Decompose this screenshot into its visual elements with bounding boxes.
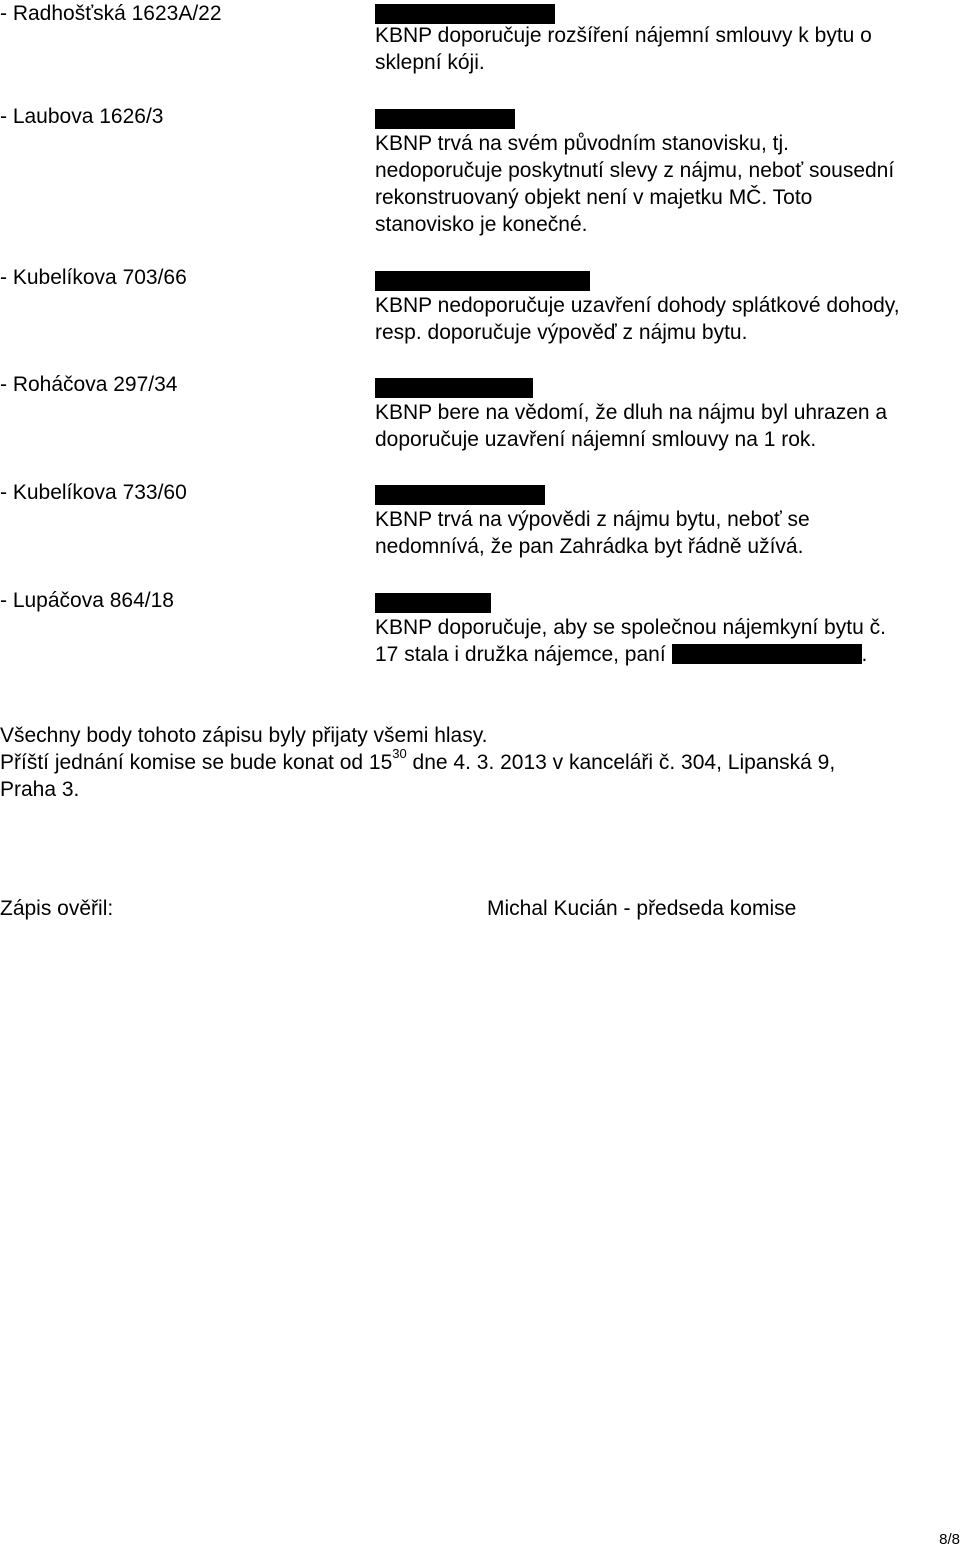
resolution-line: KBNP doporučuje rozšíření nájemní smlouvy k bytu o: [375, 24, 872, 47]
resolution-line: KBNP nedoporučuje uzavření dohody splátkové dohody,: [375, 294, 900, 317]
next-meeting-text: dne 4. 3. 2013 v kanceláři č. 304, Lipanská 9,: [406, 751, 836, 774]
resolution-line: resp. doporučuje výpověď z nájmu bytu.: [375, 321, 748, 344]
next-meeting-text: Příští jednání komise se bude konat od 15: [0, 751, 393, 774]
resolution-line: rekonstruovaný objekt není v majetku MČ. Toto: [375, 186, 813, 209]
resolution-line: stanovisko je konečné.: [375, 213, 588, 236]
resolution-line: nedoporučuje poskytnutí slevy z nájmu, neboť sousední: [375, 159, 895, 182]
resolution-text: [375, 614, 960, 668]
resolution-line: sklepní kóji.: [375, 51, 485, 74]
property-address: - Lupáčova 864/18: [0, 589, 174, 612]
resolution-line-text: 17 stala i družka nájemce, paní: [375, 643, 666, 666]
approval-statement: Všechny body tohoto zápisu byly přijaty všemi hlasy.: [0, 724, 488, 747]
resolution-line: KBNP trvá na svém původním stanovisku, tj.: [375, 132, 789, 155]
resolution-text: [375, 399, 960, 453]
property-address: - Radhošťská 1623A/22: [0, 2, 222, 25]
resolution-line: nedomnívá, že pan Zahrádka byt řádně užívá.: [375, 535, 804, 558]
next-meeting-statement: [0, 746, 836, 776]
resolution-text: [375, 22, 960, 76]
page-number: 8/8: [939, 1531, 960, 1548]
redacted-name: [375, 593, 491, 613]
redacted-name: [375, 378, 533, 398]
resolution-text: [375, 292, 960, 346]
resolution-text: [375, 506, 960, 560]
resolution-line: KBNP trvá na výpovědi z nájmu bytu, neboť se: [375, 508, 810, 531]
redacted-name: [375, 109, 515, 129]
property-address: - Roháčova 297/34: [0, 373, 178, 396]
resolution-line-with-redaction: [375, 641, 960, 668]
resolution-line: KBNP bere na vědomí, že dluh na nájmu byl uhrazen a: [375, 401, 888, 424]
property-address: - Kubelíkova 703/66: [0, 266, 187, 289]
resolution-line: doporučuje uzavření nájemní smlouvy na 1 rok.: [375, 428, 817, 451]
property-address: - Laubova 1626/3: [0, 105, 164, 128]
next-meeting-statement-continued: Praha 3.: [0, 778, 80, 801]
verified-by-label: Zápis ověřil:: [0, 897, 114, 920]
resolution-line: KBNP doporučuje, aby se společnou nájemkyní bytu č.: [375, 616, 886, 639]
time-minutes-superscript: 30: [392, 746, 407, 761]
chairman-name: Michal Kucián - předseda komise: [487, 897, 797, 920]
redacted-name: [375, 271, 590, 291]
redacted-name: [375, 4, 555, 24]
redacted-name: [672, 644, 862, 664]
property-address: - Kubelíkova 733/60: [0, 481, 187, 504]
resolution-text: [375, 130, 960, 238]
redacted-name: [375, 485, 545, 505]
line-end-punctuation: .: [861, 643, 868, 666]
